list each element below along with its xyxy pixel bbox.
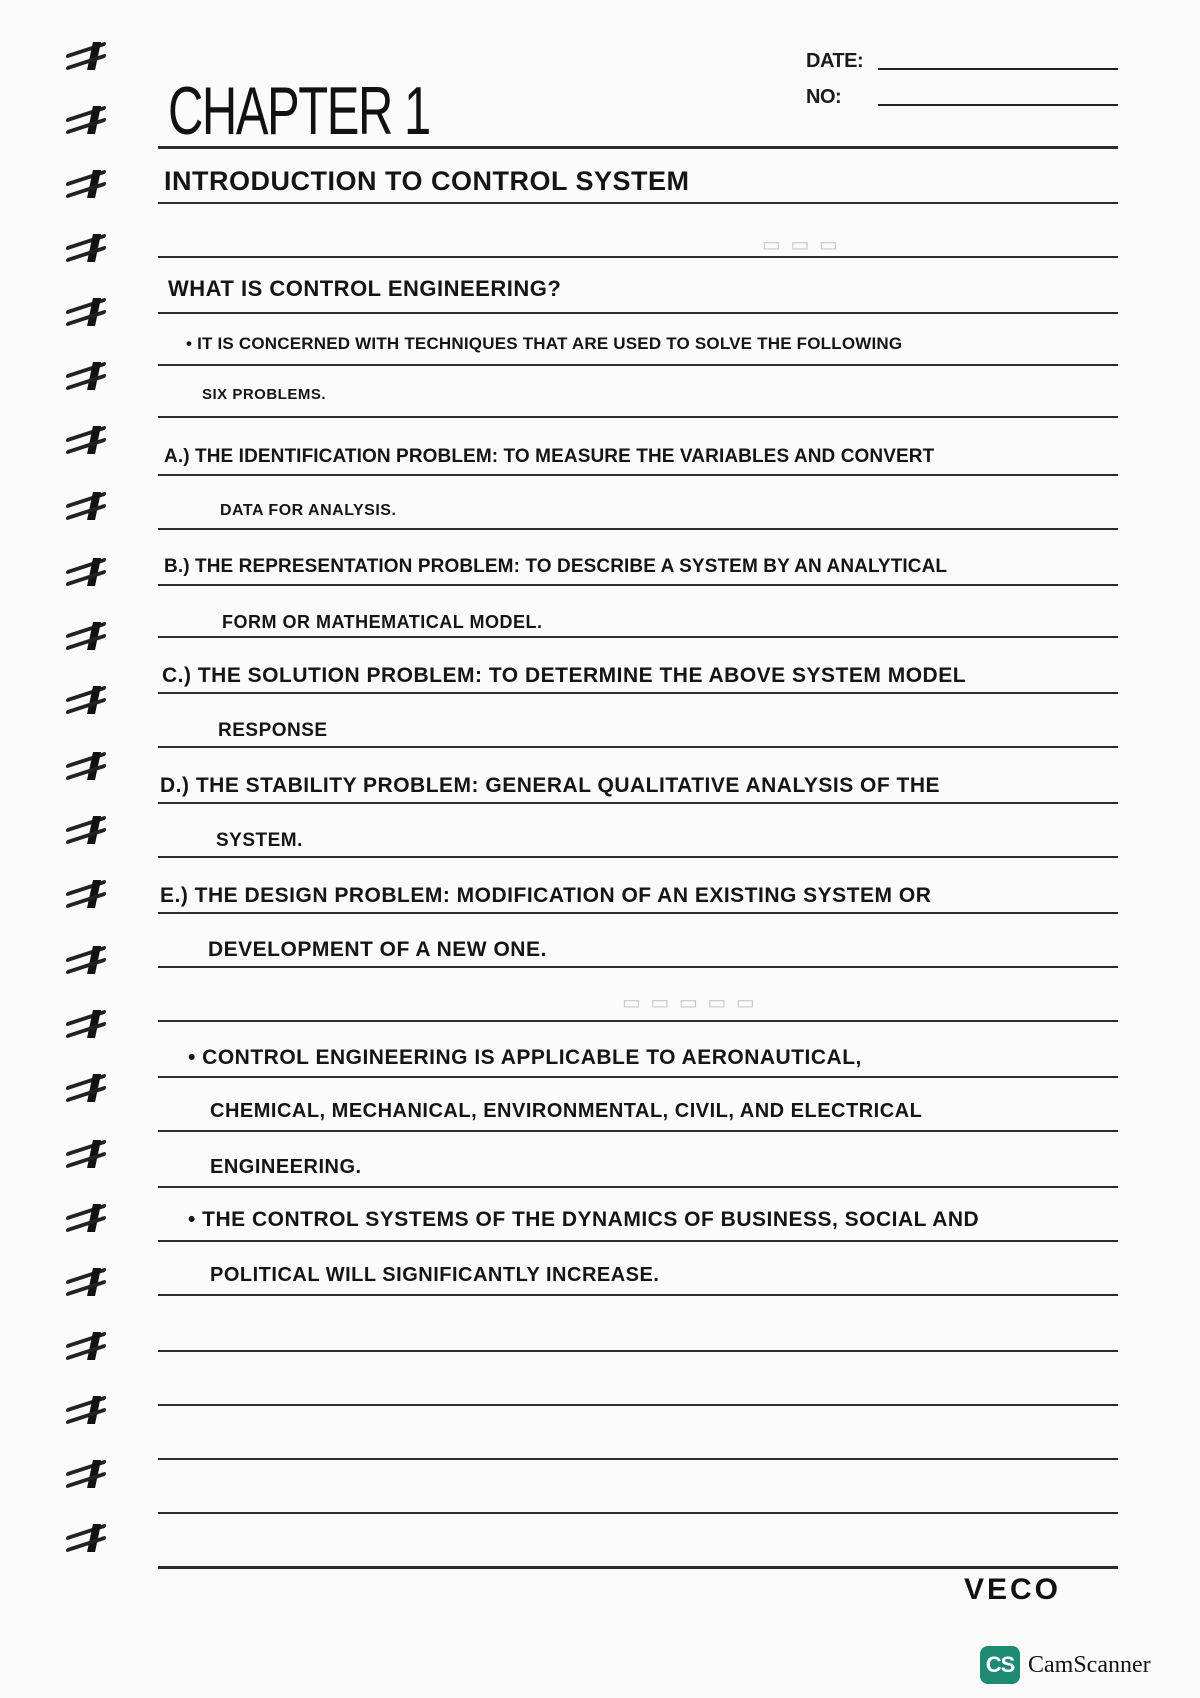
date-label: DATE: [806, 50, 864, 72]
binding-ring [64, 620, 110, 654]
problem-e-line-2: DEVELOPMENT OF A NEW ONE. [208, 938, 547, 961]
ruled-line [158, 312, 1118, 314]
ruled-line [158, 1076, 1118, 1078]
problem-d-line-1: D.) THE STABILITY PROBLEM: GENERAL QUALITATIVE ANALYSIS OF THE [160, 774, 941, 797]
applications-line-2: CHEMICAL, MECHANICAL, ENVIRONMENTAL, CIVIL, AND ELECTRICAL [210, 1100, 923, 1122]
bleed-through-mark: ▭ ▭ ▭ ▭ ▭ [620, 992, 755, 1014]
binding-ring [64, 424, 110, 458]
applications-line-3: ENGINEERING. [210, 1156, 362, 1178]
binding-ring [64, 1266, 110, 1300]
ruled-line [158, 966, 1118, 968]
ruled-line [158, 856, 1118, 858]
binding-ring [64, 944, 110, 978]
ruled-line [158, 584, 1118, 586]
no-field-line [878, 104, 1118, 106]
ruled-line [158, 1186, 1118, 1188]
problem-b-line-1: B.) THE REPRESENTATION PROBLEM: TO DESCRIBE A SYSTEM BY AN ANALYTICAL [164, 556, 948, 577]
bleed-through-mark: ▭ ▭ ▭ [760, 234, 838, 256]
no-label: NO: [806, 86, 842, 108]
binding-ring [64, 1522, 110, 1556]
binding-ring [64, 1202, 110, 1236]
ruled-line [158, 202, 1118, 204]
date-field-line [878, 68, 1118, 70]
problem-a-line-2: DATA FOR ANALYSIS. [220, 502, 397, 519]
intro-line-2: SIX PROBLEMS. [202, 386, 327, 403]
ruled-line [158, 746, 1118, 748]
binding-ring [64, 232, 110, 266]
ruled-line [158, 1566, 1118, 1569]
binding-ring [64, 490, 110, 524]
binding-ring [64, 360, 110, 394]
binding-ring [64, 1330, 110, 1364]
binding-ring [64, 1394, 110, 1428]
problem-d-line-2: SYSTEM. [216, 830, 303, 851]
ruled-line [158, 802, 1118, 804]
applications-line-1: • CONTROL ENGINEERING IS APPLICABLE TO AERONAUTICAL, [188, 1046, 862, 1069]
problem-a-line-1: A.) THE IDENTIFICATION PROBLEM: TO MEASURE THE VARIABLES AND CONVERT [164, 446, 935, 467]
problem-c-line-2: RESPONSE [218, 720, 328, 741]
problem-b-line-2: FORM OR MATHEMATICAL MODEL. [222, 612, 543, 632]
ruled-line [158, 636, 1118, 638]
ruled-line [158, 256, 1118, 258]
section-question: WHAT IS CONTROL ENGINEERING? [168, 276, 562, 301]
ruled-line [158, 146, 1118, 149]
binding-ring [64, 40, 110, 74]
binding-ring [64, 1008, 110, 1042]
binding-ring [64, 1138, 110, 1172]
ruled-line [158, 474, 1118, 476]
ruled-line [158, 1294, 1118, 1296]
ruled-line [158, 912, 1118, 914]
binding-ring [64, 814, 110, 848]
binding-ring [64, 684, 110, 718]
binding-ring [64, 168, 110, 202]
camscanner-logo-icon: CS [980, 1646, 1020, 1684]
ruled-line [158, 1404, 1118, 1406]
subtitle: INTRODUCTION TO CONTROL SYSTEM [164, 166, 690, 196]
ruled-line [158, 1512, 1118, 1514]
binding-ring [64, 296, 110, 330]
ruled-line [158, 1240, 1118, 1242]
binding-ring [64, 1072, 110, 1106]
ruled-line [158, 692, 1118, 694]
notebook-brand-logo: VECO [964, 1573, 1062, 1606]
ruled-line [158, 1020, 1118, 1022]
ruled-line [158, 1130, 1118, 1132]
binding-ring [64, 556, 110, 590]
intro-line-1: • IT IS CONCERNED WITH TECHNIQUES THAT ARE USED TO SOLVE THE FOLLOWING [186, 334, 903, 353]
binding-ring [64, 104, 110, 138]
binding-ring [64, 1458, 110, 1492]
chapter-title: CHAPTER 1 [168, 73, 430, 149]
applications-line-4: • THE CONTROL SYSTEMS OF THE DYNAMICS OF BUSINESS, SOCIAL AND [188, 1208, 980, 1231]
ruled-line [158, 364, 1118, 366]
ruled-line [158, 528, 1118, 530]
camscanner-watermark: CamScanner [1028, 1652, 1151, 1678]
ruled-line [158, 416, 1118, 418]
problem-c-line-1: C.) THE SOLUTION PROBLEM: TO DETERMINE THE ABOVE SYSTEM MODEL [162, 664, 967, 687]
problem-e-line-1: E.) THE DESIGN PROBLEM: MODIFICATION OF AN EXISTING SYSTEM OR [160, 884, 932, 907]
binding-ring [64, 878, 110, 912]
ruled-line [158, 1458, 1118, 1460]
applications-line-5: POLITICAL WILL SIGNIFICANTLY INCREASE. [210, 1264, 660, 1286]
binding-ring [64, 750, 110, 784]
ruled-line [158, 1350, 1118, 1352]
